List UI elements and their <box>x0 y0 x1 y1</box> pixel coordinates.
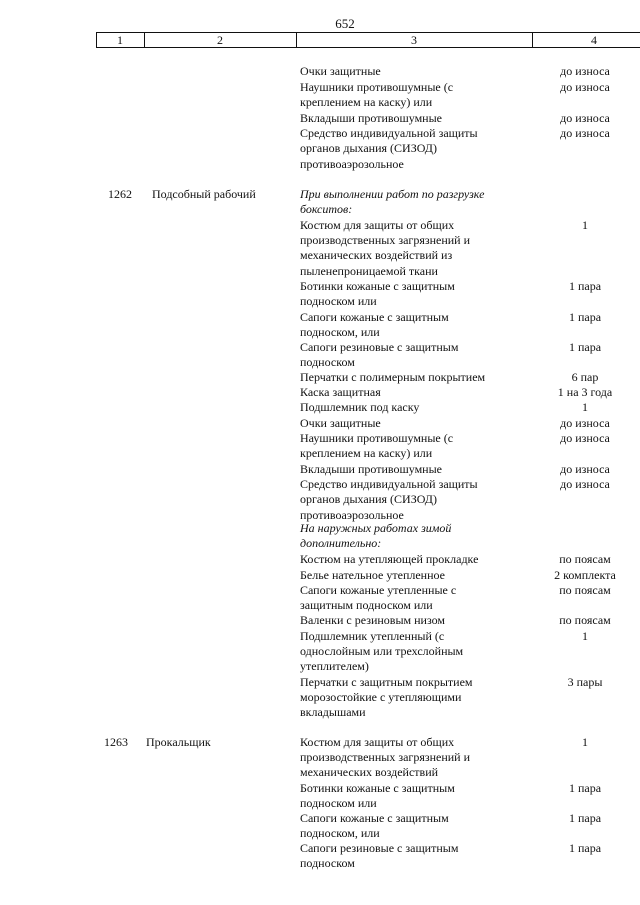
condition-heading: бокситов: <box>300 202 353 216</box>
item-qty: 6 пар <box>571 370 599 384</box>
item-name: механических воздействий из <box>300 248 453 262</box>
item-name: Перчатки с полимерным покрытием <box>300 370 486 384</box>
item-qty: 1 пара <box>568 340 602 354</box>
item-name: Подшлемник утепленный (с <box>300 629 445 643</box>
item-qty: до износа <box>560 477 610 491</box>
item-qty: по поясам <box>559 552 611 566</box>
item-qty: 1 <box>582 629 588 643</box>
item-qty: 1 пара <box>568 279 602 293</box>
item-qty: 1 на 3 года <box>557 385 613 399</box>
item-qty: до износа <box>560 462 610 476</box>
item-qty: по поясам <box>559 613 611 627</box>
item-qty: до износа <box>560 431 610 445</box>
item-name: подноском <box>300 856 355 870</box>
item-qty: 1 <box>582 218 588 232</box>
profession-name: Прокальщик <box>146 735 211 749</box>
item-qty: по поясам <box>559 583 611 597</box>
profession-code: 1263 <box>104 735 128 749</box>
item-name: пыленепроницаемой ткани <box>300 264 438 278</box>
item-name: Очки защитные <box>300 64 381 78</box>
item-name: Костюм для защиты от общих <box>300 735 455 749</box>
item-name: Сапоги кожаные с защитным <box>300 811 449 825</box>
item-name: органов дыхания (СИЗОД) <box>300 492 437 506</box>
item-name: морозостойкие с утепляющими <box>300 690 462 704</box>
item-name: Валенки с резиновым низом <box>300 613 446 627</box>
item-name: однослойным или трехслойным <box>300 644 464 658</box>
item-qty: 1 пара <box>568 310 602 324</box>
item-name: подноском или <box>300 294 377 308</box>
header-col-2: 2 <box>217 33 223 47</box>
item-qty: 2 комплекта <box>554 568 616 582</box>
item-name: Наушники противошумные (с <box>300 80 454 94</box>
item-name: противоаэрозольное <box>300 157 404 171</box>
item-qty: 3 пары <box>567 675 603 689</box>
item-name: Сапоги резиновые с защитным <box>300 340 459 354</box>
item-qty: 1 пара <box>568 811 602 825</box>
item-name: органов дыхания (СИЗОД) <box>300 141 437 155</box>
item-qty: 1 пара <box>568 841 602 855</box>
item-name: защитным подноском или <box>300 598 433 612</box>
item-name: Сапоги резиновые с защитным <box>300 841 459 855</box>
profession-name: Подсобный рабочий <box>152 187 256 201</box>
item-name: Подшлемник под каску <box>300 400 420 414</box>
item-qty: до износа <box>560 111 610 125</box>
item-name: Ботинки кожаные с защитным <box>300 279 455 293</box>
item-name: производственных загрязнений и <box>300 750 471 764</box>
item-qty: до износа <box>560 416 610 430</box>
item-name: вкладышами <box>300 705 366 719</box>
item-name: Вкладыши противошумные <box>300 462 442 476</box>
item-qty: 1 <box>582 735 588 749</box>
header-col-4: 4 <box>591 33 597 47</box>
item-qty: до износа <box>560 80 610 94</box>
item-name: креплением на каску) или <box>300 446 433 460</box>
item-qty: 1 <box>582 400 588 414</box>
profession-code: 1262 <box>108 187 132 201</box>
item-name: Сапоги кожаные утепленные с <box>300 583 457 597</box>
item-name: подноском <box>300 355 355 369</box>
table-header <box>96 32 640 48</box>
item-qty: до износа <box>560 126 610 140</box>
item-name: Белье нательное утепленное <box>300 568 445 582</box>
item-name: Вкладыши противошумные <box>300 111 442 125</box>
item-name: утеплителем) <box>300 659 369 673</box>
condition-heading: На наружных работах зимой <box>300 521 452 535</box>
item-name: Ботинки кожаные с защитным <box>300 781 455 795</box>
item-name: Средство индивидуальной защиты <box>300 477 478 491</box>
item-name: Костюм для защиты от общих <box>300 218 455 232</box>
item-name: производственных загрязнений и <box>300 233 471 247</box>
condition-heading: дополнительно: <box>300 536 382 550</box>
item-name: Очки защитные <box>300 416 381 430</box>
item-name: Средство индивидуальной защиты <box>300 126 478 140</box>
condition-heading: При выполнении работ по разгрузке <box>300 187 485 201</box>
item-name: Наушники противошумные (с <box>300 431 454 445</box>
item-name: Каска защитная <box>300 385 381 399</box>
header-col-3: 3 <box>411 33 417 47</box>
item-qty: 1 пара <box>568 781 602 795</box>
header-col-1: 1 <box>117 33 123 47</box>
item-name: механических воздействий <box>300 765 439 779</box>
page-number: 652 <box>335 16 355 31</box>
item-name: Костюм на утепляющей прокладке <box>300 552 479 566</box>
item-qty: до износа <box>560 64 610 78</box>
item-name: противоаэрозольное <box>300 508 404 522</box>
item-name: подноском, или <box>300 826 380 840</box>
item-name: креплением на каску) или <box>300 95 433 109</box>
item-name: Перчатки с защитным покрытием <box>300 675 473 689</box>
item-name: Сапоги кожаные с защитным <box>300 310 449 324</box>
item-name: подноском, или <box>300 325 380 339</box>
item-name: подноском или <box>300 796 377 810</box>
